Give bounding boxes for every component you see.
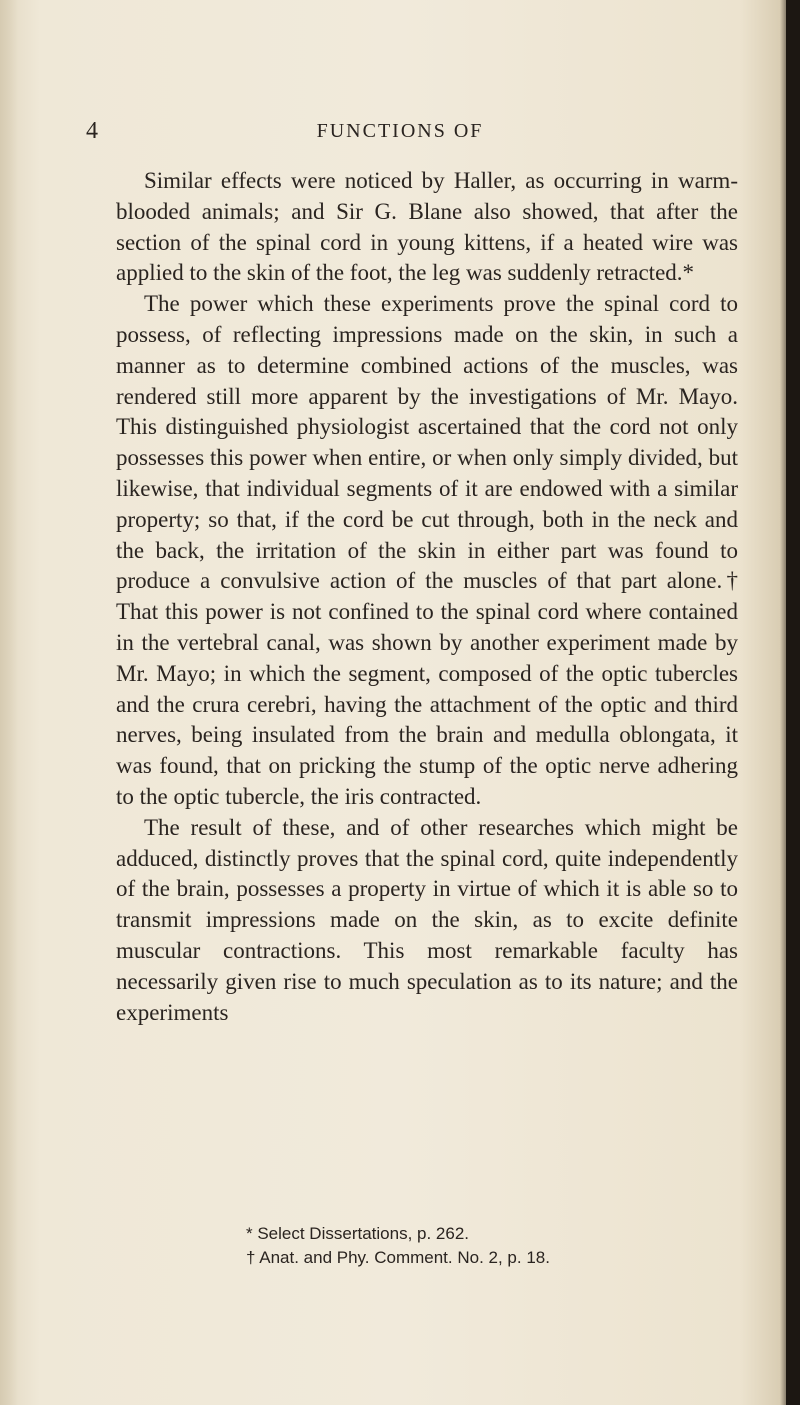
footnote-1: * Select Dissertations, p. 262. xyxy=(246,1224,470,1243)
paragraph-1: Similar effects were noticed by Haller, as occurring in warm-blooded animals; and Sir G. Blane also showed, that after the section of the spinal cord in young kittens, if a heated wire was applied to the skin of the foot, the leg was suddenly retracted.* xyxy=(116,168,738,286)
footnote-2: † Anat. and Phy. Comment. No. 2, p. 18. xyxy=(246,1248,550,1267)
page-header xyxy=(0,118,800,148)
paragraph-2: The power which these experiments prove the spinal cord to possess, of reflecting impressions made on the skin, in such a manner as to determine combined actions of the muscles, was rendered still more apparent by the investigations of Mr. Mayo. This distinguished physiologist ascertained that the cord not only possesses this power when entire, or when only simply divided, but likewise, that individual segments of it are endowed with a similar property; so that, if the cord be cut through, both in the neck and the back, the irritation of the skin in either part was found to produce a convulsive action of the muscles of that part alone.† That this power is not confined to the spinal cord where contained in the vertebral canal, was shown by another experiment made by Mr. Mayo; in which the segment, composed of the optic tubercles and the crura cerebri, having the attachment of the optic and third nerves, being insulated from the brain and medulla oblongata, it was found, that on pricking the stump of the optic nerve adhering to the optic tubercle, the iris contracted. xyxy=(116,291,738,809)
page-left-shadow xyxy=(0,0,18,1405)
paragraph-3: The result of these, and of other researches which might be adduced, distinctly proves that the spinal cord, quite independently of the brain, possesses a property in virtue of which it is able so to transmit impressions made on the skin, as to excite definite muscular contractions. This most remarkable faculty has necessarily given rise to much speculation as to its nature; and the experiments xyxy=(116,814,738,1025)
book-spine-shadow xyxy=(786,0,800,1405)
body-text xyxy=(116,166,738,1028)
footnotes xyxy=(116,1222,738,1270)
running-head: FUNCTIONS OF xyxy=(316,120,484,142)
page-number: 4 xyxy=(86,118,98,144)
